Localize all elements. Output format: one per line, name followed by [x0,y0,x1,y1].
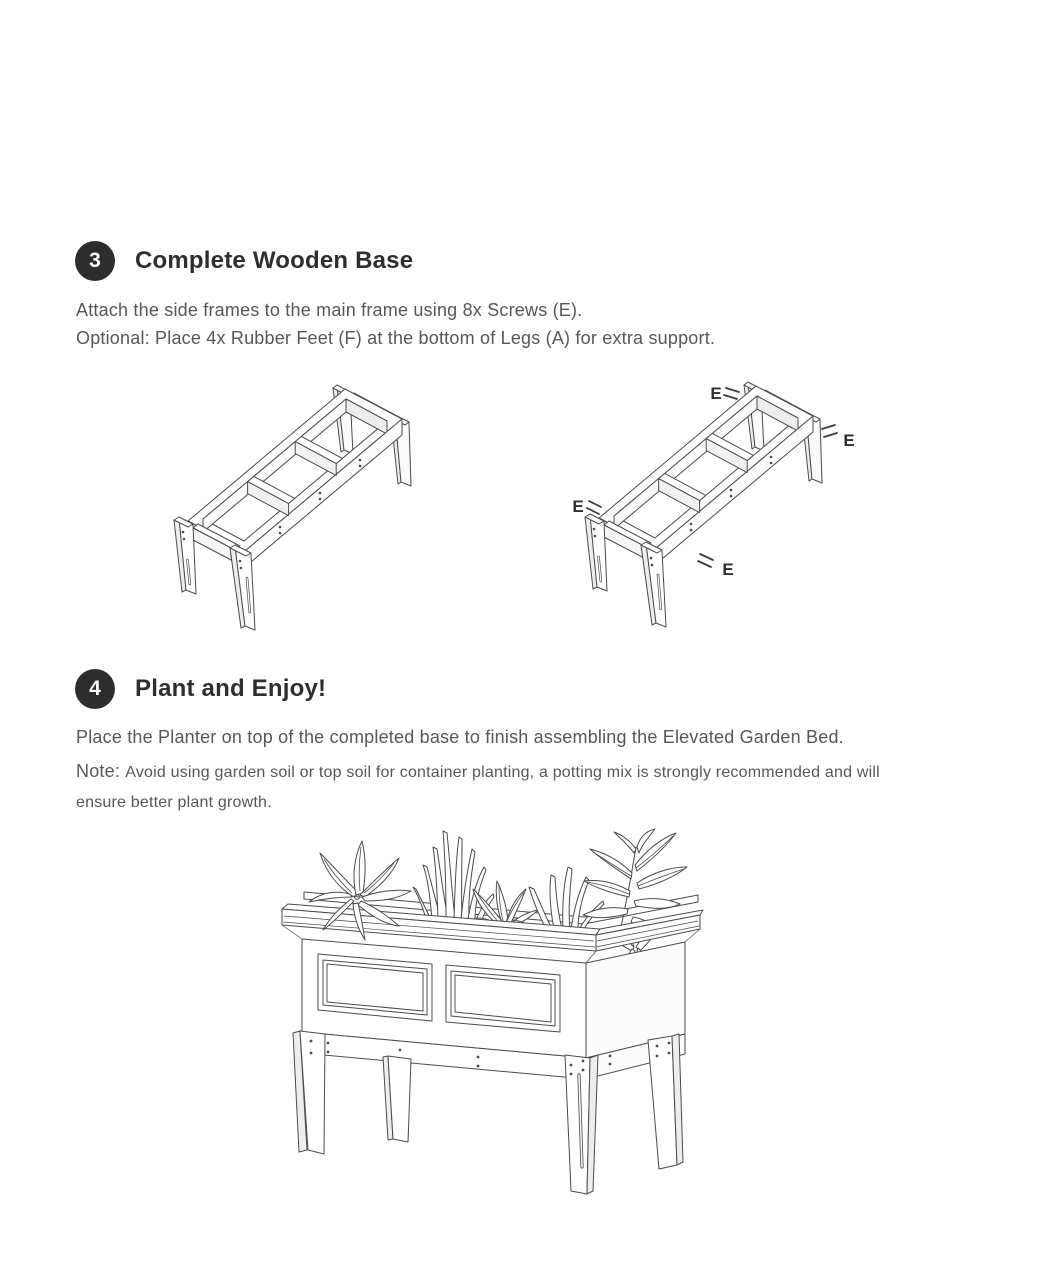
wooden-base-with-screws-illustration [566,377,896,642]
step-4-instruction-1: Place the Planter on top of the completed base to finish assembling the Elevated Garden Bed. [76,727,844,747]
leg-back-right [648,1034,683,1169]
step-4-number: 4 [89,677,101,700]
screw-label-e-left: E [572,497,584,516]
step-4-number-badge [75,669,115,709]
front-panel-right [446,965,560,1032]
wooden-base-frame-art-copy [585,382,822,627]
planter-box [282,904,703,1079]
step-3-instruction-1: Attach the side frames to the main frame using 8x Screws (E). [76,300,583,320]
note-text: Avoid using garden soil or top soil for container planting, a potting mix is strongly recommended and will ensure better plant growth. [76,764,880,811]
step-3-instruction-2: Optional: Place 4x Rubber Feet (F) at the bottom of Legs (A) for extra support. [76,328,716,348]
step-4-title: Plant and Enjoy! [135,675,327,702]
leg-front-left [293,1031,325,1154]
step-3-title: Complete Wooden Base [135,247,414,274]
step-3-header [75,241,413,281]
front-side-frame [174,517,255,630]
front-panel-left [318,954,432,1021]
wooden-base-frame-art [174,385,411,630]
assembled-planter-illustration [280,813,720,1213]
step-3-number: 3 [89,249,101,272]
screw-callout-right [822,425,855,450]
screw-label-e-bottom: E [722,560,734,579]
screw-callout-top [710,384,739,403]
step-3-number-badge [75,241,115,281]
screw-callout-left [572,497,601,516]
step-4-header [75,669,326,709]
leg-back-left [383,1056,411,1142]
screw-callout-bottom [698,554,734,579]
screw-label-e-right: E [843,431,855,450]
note-label: Note: [76,761,121,781]
leg-front-right [565,1055,598,1194]
wooden-base-illustration [155,380,485,645]
step-4-note [76,757,911,817]
screw-label-e-top: E [710,384,722,403]
